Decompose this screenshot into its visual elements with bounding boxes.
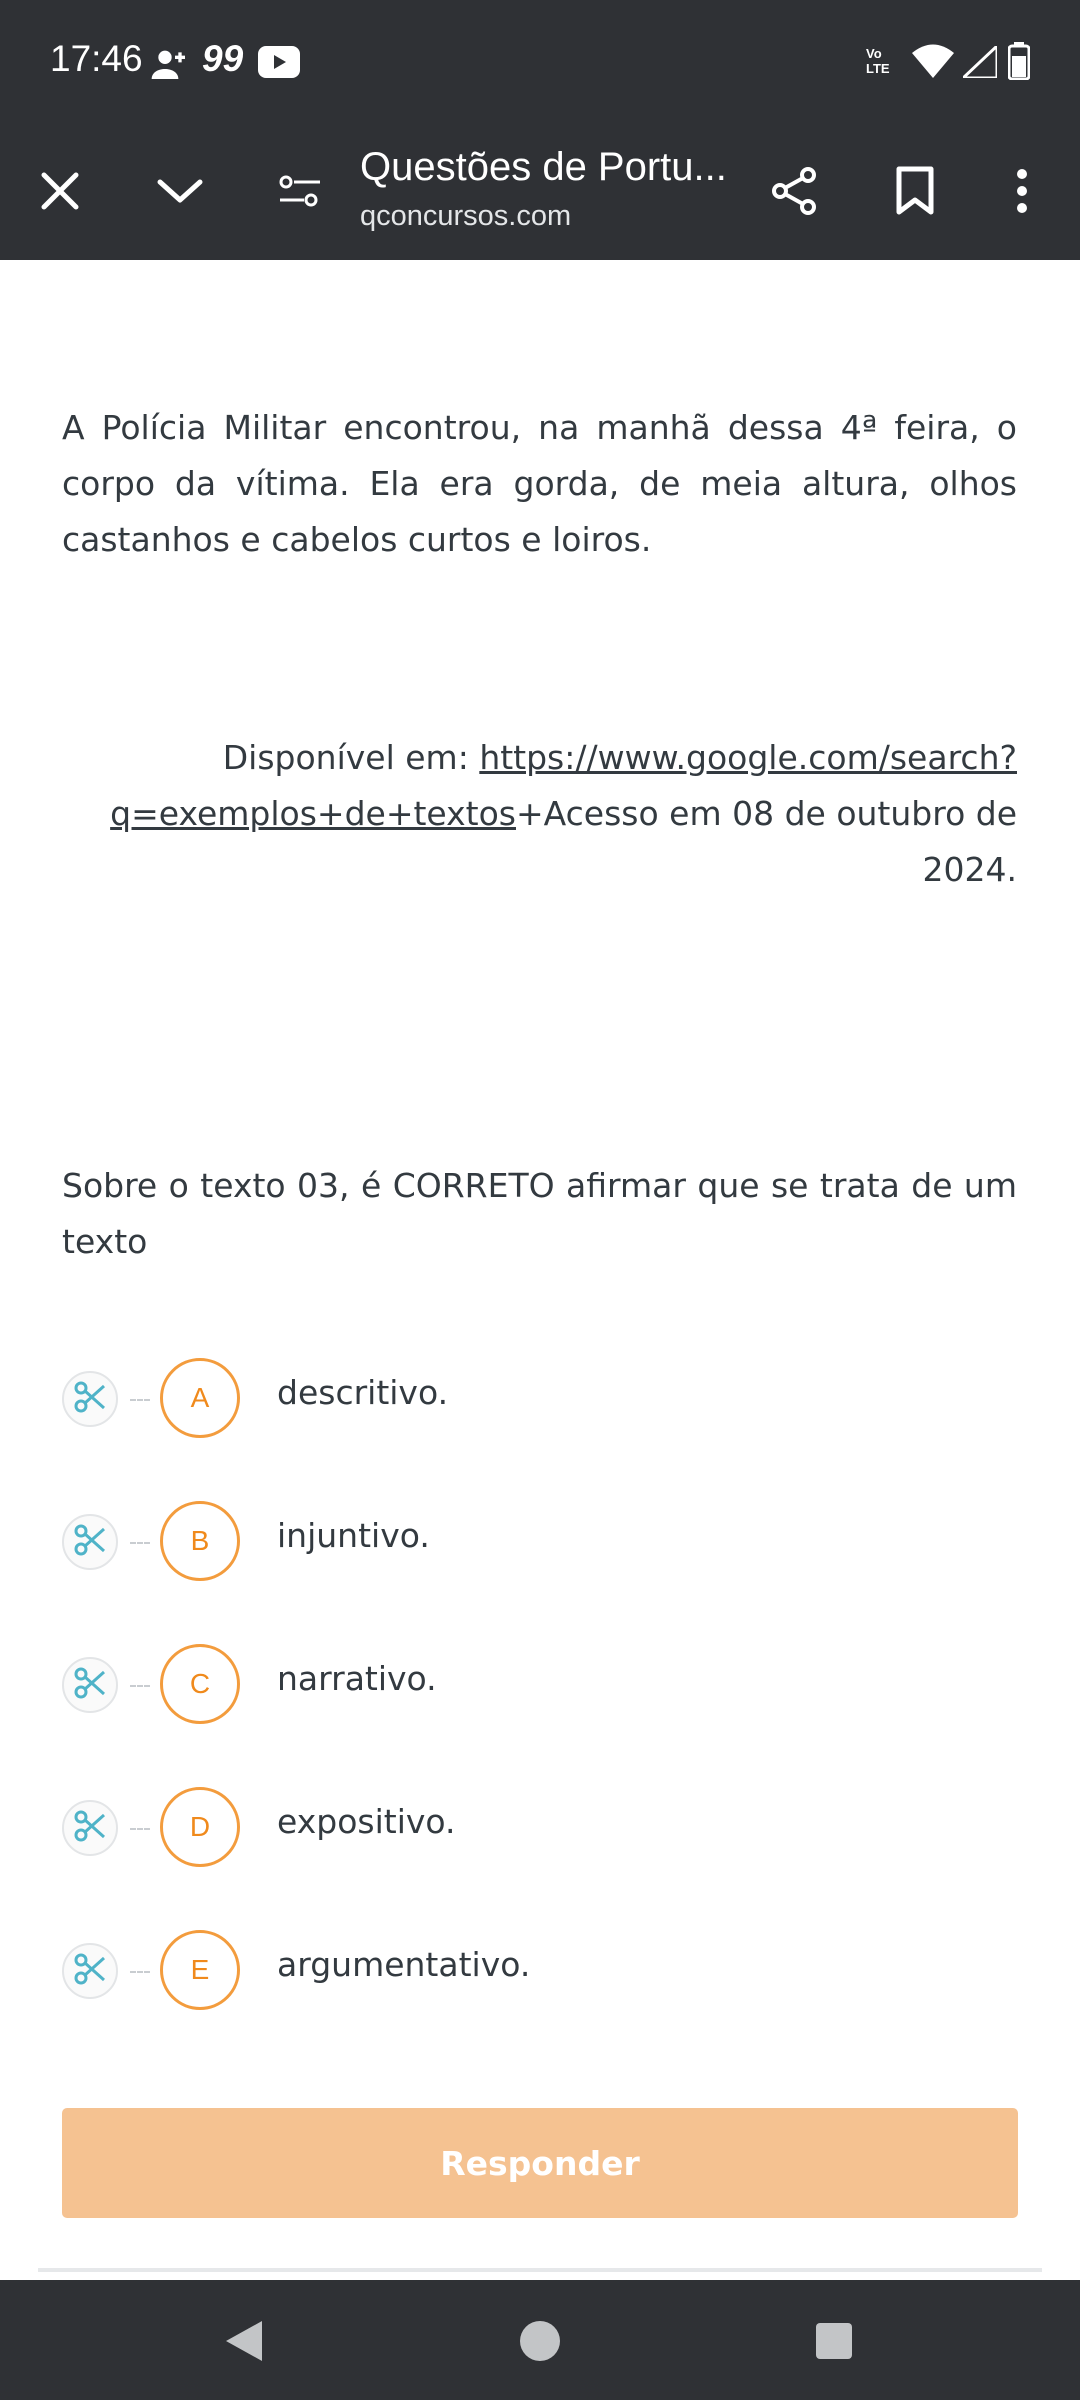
- status-time: 17:46: [50, 38, 143, 79]
- source-prefix: Disponível em:: [222, 738, 480, 777]
- navigation-bar: [0, 2280, 1080, 2400]
- chevron-down-icon: [156, 176, 204, 210]
- close-button[interactable]: [20, 153, 100, 233]
- volte-icon: Vo LTE: [866, 46, 890, 76]
- scissors-icon: [73, 1666, 107, 1704]
- share-icon: [770, 166, 820, 220]
- home-icon[interactable]: [519, 2320, 561, 2366]
- option-letter[interactable]: A: [160, 1358, 240, 1438]
- scissors-icon: [73, 1809, 107, 1847]
- close-icon: [40, 171, 80, 215]
- bookmark-icon: [895, 166, 935, 220]
- wifi-icon: [912, 44, 954, 82]
- eliminate-option-button[interactable]: [62, 1514, 118, 1570]
- content-divider: [38, 2268, 1042, 2272]
- dash-divider: [130, 1685, 150, 1687]
- scissors-icon: [73, 1523, 107, 1561]
- bookmark-button[interactable]: [875, 153, 955, 233]
- question-text: A Polícia Militar encontrou, na manhã dessa 4ª feira, o corpo da vítima. Ela era gorda, de meia altura, olhos castanhos e cabelos curtos e loiros.: [62, 408, 1017, 559]
- option-b[interactable]: [62, 1498, 1017, 1588]
- question-prompt: Sobre o texto 03, é CORRETO afirmar que se trata de um texto: [62, 1166, 1017, 1261]
- option-c[interactable]: [62, 1641, 1017, 1731]
- option-a[interactable]: [62, 1355, 1017, 1445]
- eliminate-option-button[interactable]: [62, 1943, 118, 1999]
- eliminate-option-button[interactable]: [62, 1657, 118, 1713]
- option-text[interactable]: narrativo.: [277, 1659, 437, 1698]
- source-suffix: +Acesso em 08 de outubro de 2024.: [516, 794, 1017, 889]
- option-text[interactable]: expositivo.: [277, 1802, 456, 1841]
- option-letter[interactable]: D: [160, 1787, 240, 1867]
- scissors-icon: [73, 1380, 107, 1418]
- youtube-icon: [258, 46, 300, 82]
- more-options-button[interactable]: [982, 153, 1062, 233]
- scissors-icon: [73, 1952, 107, 1990]
- page-title: Questões de Portu...: [360, 145, 727, 189]
- status-bar: [0, 0, 1080, 125]
- source-citation: [62, 730, 1017, 898]
- signal-icon: [963, 46, 997, 82]
- option-text[interactable]: argumentativo.: [277, 1945, 531, 1984]
- source-link[interactable]: https://www.google.com/search?q=exemplos+de+textos: [110, 738, 1017, 833]
- notification-count: 99: [202, 38, 244, 79]
- eliminate-option-button[interactable]: [62, 1371, 118, 1427]
- more-vert-icon: [1016, 169, 1028, 217]
- browser-toolbar: [0, 125, 1080, 260]
- dash-divider: [130, 1828, 150, 1830]
- option-text[interactable]: descritivo.: [277, 1373, 449, 1412]
- battery-icon: [1008, 42, 1030, 84]
- option-text[interactable]: injuntivo.: [277, 1516, 430, 1555]
- option-letter[interactable]: B: [160, 1501, 240, 1581]
- eliminate-option-button[interactable]: [62, 1800, 118, 1856]
- responder-button[interactable]: Responder: [62, 2108, 1018, 2218]
- page-url: qconcursos.com: [360, 200, 572, 232]
- option-letter[interactable]: E: [160, 1930, 240, 2010]
- dash-divider: [130, 1399, 150, 1401]
- back-icon[interactable]: [222, 2318, 266, 2368]
- minimize-button[interactable]: [140, 153, 220, 233]
- add-person-icon: [150, 44, 190, 88]
- tune-icon: [278, 173, 322, 213]
- share-button[interactable]: [755, 153, 835, 233]
- option-letter[interactable]: C: [160, 1644, 240, 1724]
- dash-divider: [130, 1971, 150, 1973]
- recents-icon[interactable]: [815, 2322, 853, 2364]
- dash-divider: [130, 1542, 150, 1544]
- option-d[interactable]: [62, 1784, 1017, 1874]
- page-settings-button[interactable]: [260, 153, 340, 233]
- option-e[interactable]: [62, 1927, 1017, 2017]
